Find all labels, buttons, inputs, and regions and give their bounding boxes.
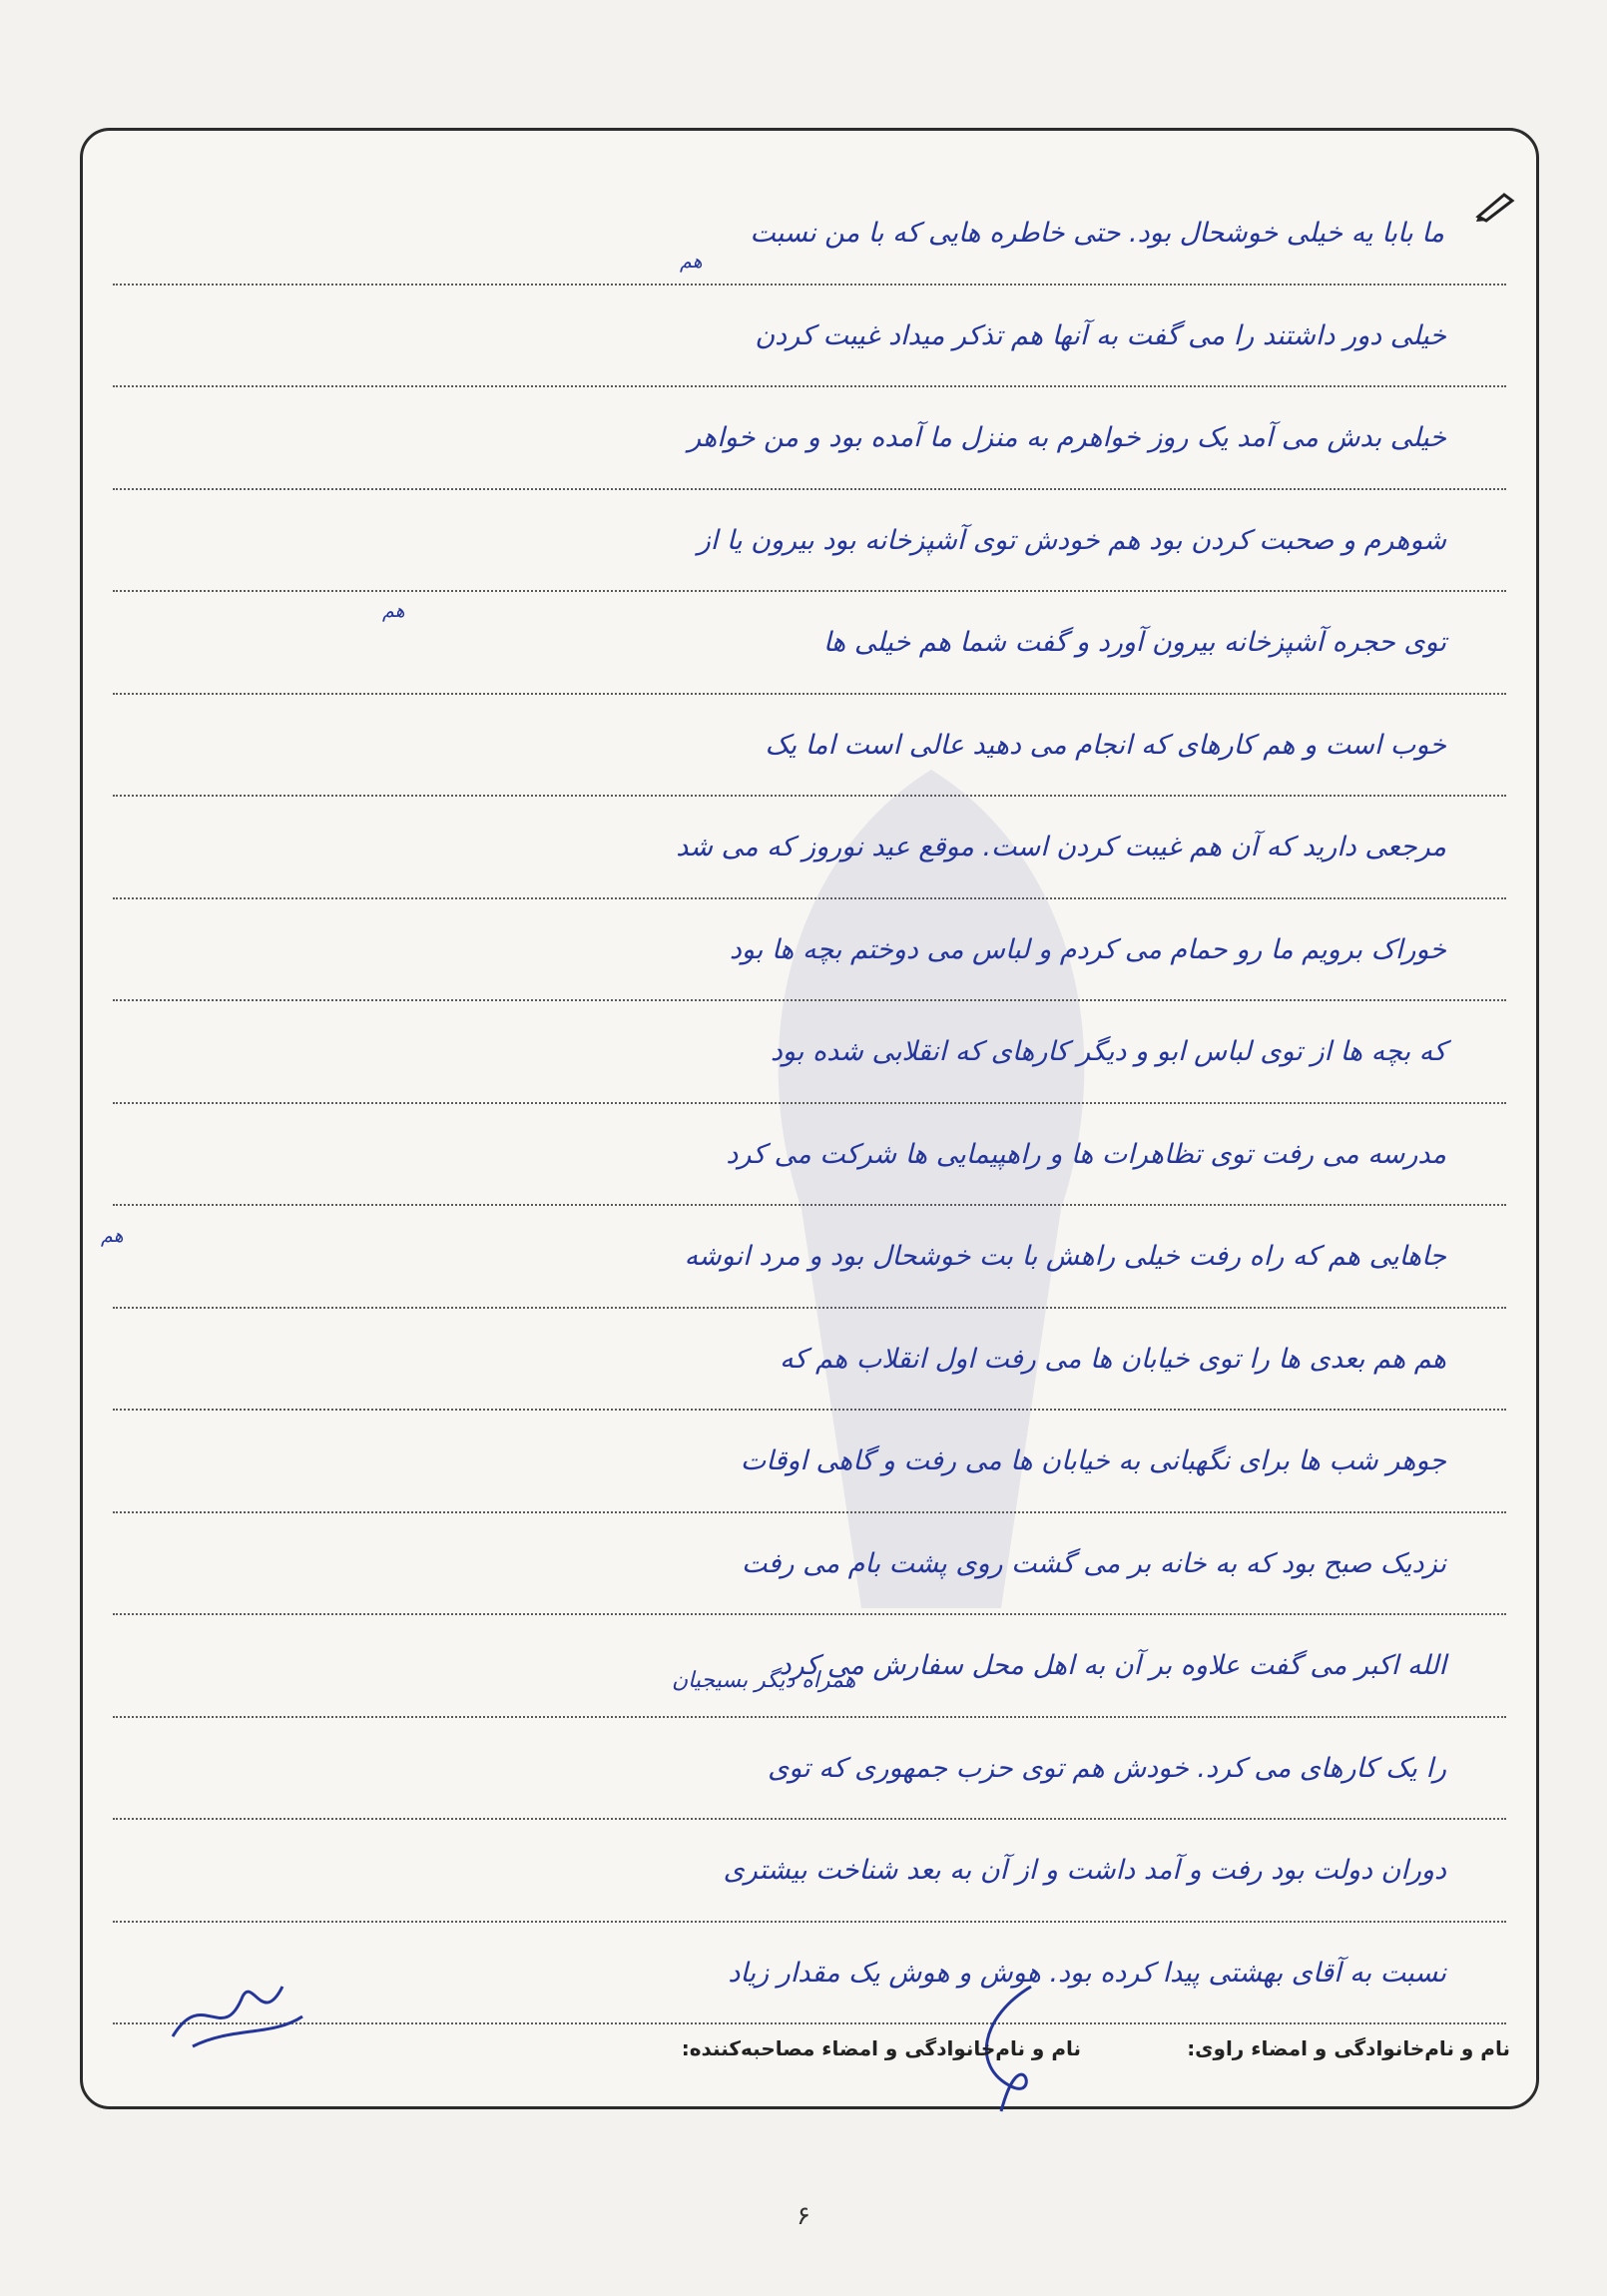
narrator-signature-label: نام و نام‌خانوادگی و امضاء راوی: bbox=[1187, 2036, 1510, 2060]
text-line: دوران دولت بود رفت و آمد داشت و از آن به بعد شناخت بیشتری bbox=[113, 1820, 1506, 1923]
superscript-note: هم bbox=[101, 1225, 124, 1247]
superscript-note: هم bbox=[382, 600, 405, 622]
interviewer-signature-label: نام و نام‌خانوادگی و امضاء مصاحبه‌کننده: bbox=[681, 2036, 1081, 2060]
signature-footer bbox=[109, 2036, 1510, 2076]
text-line: که بچه ها از توی لباس ابو و دیگر کارهای که انقلابی شده بود bbox=[113, 1001, 1506, 1104]
text-line: نسبت به آقای بهشتی پیدا کرده بود. هوش و هوش یک مقدار زیاد bbox=[113, 1923, 1506, 2025]
text-line: جاهایی هم که راه رفت خیلی راهش با بت خوشحال بود و مرد انوشه bbox=[113, 1206, 1506, 1309]
text-line: را یک کارهای می کرد. خودش هم توی حزب جمهوری که توی bbox=[113, 1718, 1506, 1821]
document-sheet bbox=[80, 128, 1539, 2109]
text-line: خوب است و هم کارهای که انجام می دهید عالی است اما یک bbox=[113, 695, 1506, 798]
text-line: نزدیک صبح بود که به خانه بر می گشت روی پشت بام می رفت bbox=[113, 1513, 1506, 1616]
text-line: مدرسه می رفت توی تظاهرات ها و راهپیمایی ها شرکت می کرد bbox=[113, 1104, 1506, 1207]
text-line: خیلی بدش می آمد یک روز خواهرم به منزل ما آمده بود و من خواهر bbox=[113, 387, 1506, 490]
text-line: خوراک برویم ما رو حمام می کردم و لباس می دوختم بچه ها بود bbox=[113, 899, 1506, 1002]
text-line: جوهر شب ها برای نگهبانی به خیابان ها می رفت و گاهی اوقات bbox=[113, 1411, 1506, 1513]
text-line: ما بابا یه خیلی خوشحال بود. حتی خاطره هایی که با من نسبت bbox=[113, 183, 1506, 286]
page-number: ۶ bbox=[797, 2201, 810, 2231]
inserted-note: همراه دیگر بسیجیان bbox=[672, 1668, 856, 1693]
text-line: هم هم بعدی ها را توی خیابان ها می رفت اول انقلاب هم که bbox=[113, 1309, 1506, 1412]
text-line: خیلی دور داشتند را می گفت به آنها هم تذکر میداد غیبت کردن bbox=[113, 286, 1506, 388]
text-line: الله اکبر می گفت علاوه بر آن به اهل محل سفارش می کرد bbox=[113, 1615, 1506, 1718]
handwritten-text-block bbox=[113, 183, 1506, 2024]
text-line: توی حجره آشپزخانه بیرون آورد و گفت شما هم خیلی ها bbox=[113, 592, 1506, 695]
text-line: شوهرم و صحبت کردن بود هم خودش توی آشپزخانه بود بیرون یا از bbox=[113, 490, 1506, 593]
superscript-note: هم bbox=[680, 251, 703, 273]
text-line: مرجعی دارید که آن هم غیبت کردن است. موقع عید نوروز که می شد bbox=[113, 797, 1506, 899]
